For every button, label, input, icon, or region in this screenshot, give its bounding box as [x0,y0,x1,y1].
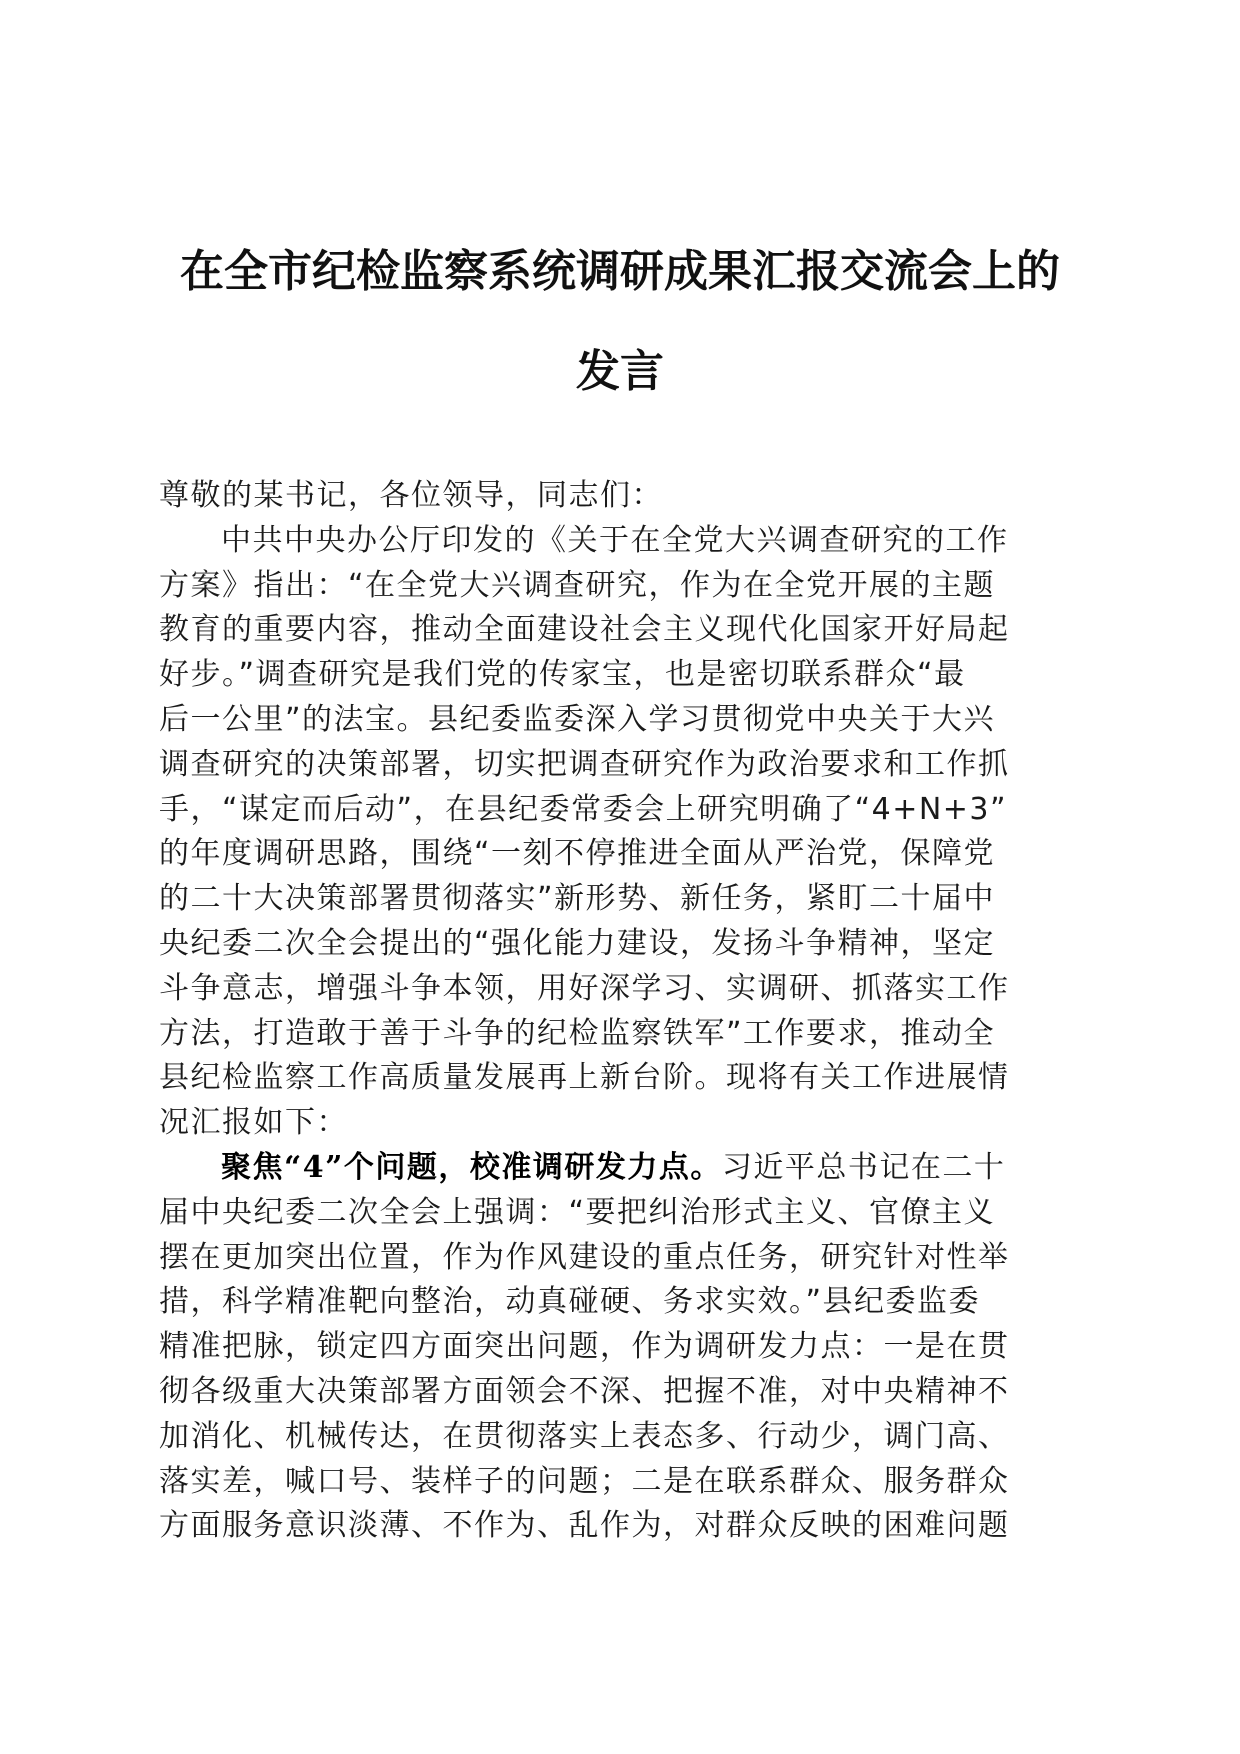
paragraph-line: 落实差，喊口号、装样子的问题；二是在联系群众、服务群众 [159,1463,1010,1499]
paragraph-line: 加消化、机械传达，在贯彻落实上表态多、行动少，调门高、 [159,1418,1010,1454]
paragraph-line: 调查研究的决策部署，切实把调查研究作为政治要求和工作抓 [159,746,1010,782]
paragraph-line: 手，“谋定而后动”，在县纪委常委会上研究明确了“4+N+3” [159,791,1008,827]
paragraph-line: 方法，打造敢于善于斗争的纪检监察铁军”工作要求，推动全 [159,1015,996,1051]
paragraph-line: 况汇报如下： [159,1105,348,1141]
paragraph-line: 的二十大决策部署贯彻落实”新形势、新任务，紧盯二十届中 [159,881,996,917]
paragraph-line: 摆在更加突出位置，作为作风建设的重点任务，研究针对性举 [159,1239,1010,1275]
section-heading-continuation: 习近平总书记在二十 [721,1149,1006,1185]
paragraph-line [159,1146,1080,1191]
paragraph-line: 措，科学精准靶向整治，动真碰硬、务求实效。”县纪委监委 [159,1284,981,1320]
paragraph-line: 斗争意志，增强斗争本领，用好深学习、实调研、抓落实工作 [159,970,1010,1006]
paragraph-line: 教育的重要内容，推动全面建设社会主义现代化国家开好局起 [159,612,1010,648]
salutation: 尊敬的某书记，各位领导，同志们： [159,478,663,513]
paragraph-line: 后一公里”的法宝。县纪委监委深入学习贯彻党中央关于大兴 [159,701,996,737]
document-body [159,474,1080,1549]
paragraph-line: 精准把脉，锁定四方面突出问题，作为调研发力点：一是在贯 [159,1329,1010,1365]
section-heading: 聚焦“4”个问题，校准调研发力点。 [221,1149,722,1185]
paragraph-line: 的年度调研思路，围绕“一刻不停推进全面从严治党，保障党 [159,836,996,872]
title-line-2: 发言 [576,346,664,397]
document-title [150,222,1090,422]
paragraph-line: 中共中央办公厅印发的《关于在全党大兴调查研究的工作 [221,522,1009,558]
paragraph-line: 方案》指出：“在全党大兴调查研究，作为在全党开展的主题 [159,567,996,603]
paragraph-line: 央纪委二次全会提出的“强化能力建设，发扬斗争精神，坚定 [159,925,996,961]
paragraph-line: 彻各级重大决策部署方面领会不深、把握不准，对中央精神不 [159,1373,1010,1409]
paragraph-line: 县纪检监察工作高质量发展再上新台阶。现将有关工作进展情 [159,1060,1010,1096]
paragraph-line: 届中央纪委二次全会上强调：“要把纠治形式主义、官僚主义 [159,1194,996,1230]
title-line-1: 在全市纪检监察系统调研成果汇报交流会上的 [180,246,1060,297]
paragraph-line: 好步。”调查研究是我们党的传家宝，也是密切联系群众“最 [159,657,966,693]
paragraph-line: 方面服务意识淡薄、不作为、乱作为，对群众反映的困难问题 [159,1508,1010,1544]
